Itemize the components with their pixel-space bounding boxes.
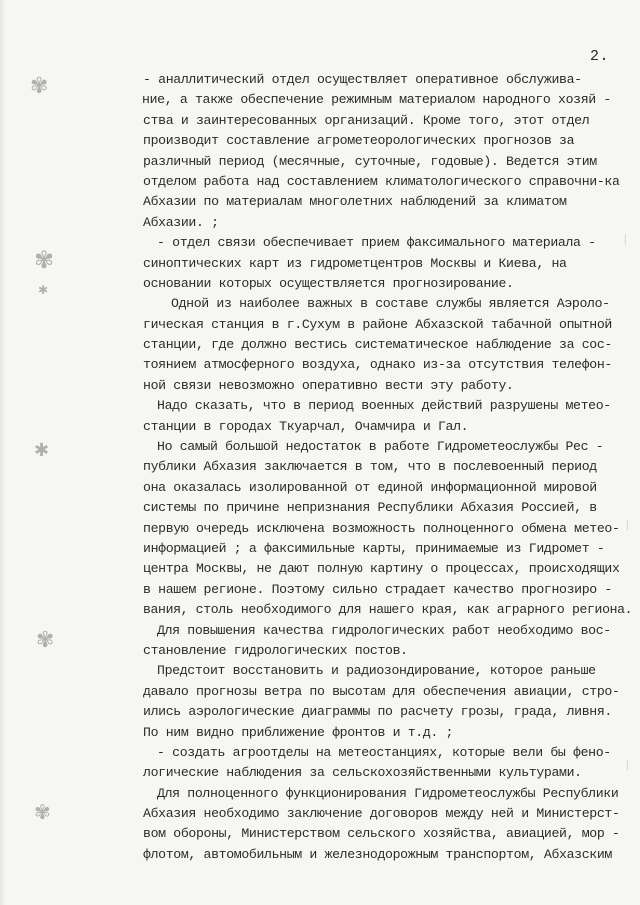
text-line: Предстоит восстановить и радиозондирование, которое раньше bbox=[157, 663, 596, 679]
text-line: гическая станция в г.Сухум в районе Абхазской табачной опытной bbox=[143, 316, 612, 332]
text-line: Для повышения качества гидрологических работ необходимо вос- bbox=[157, 622, 611, 638]
page-number: 2. bbox=[590, 48, 610, 65]
text-line: Надо сказать, что в период военных действий разрушены метео- bbox=[157, 398, 611, 414]
text-line: становление гидрологических постов. bbox=[143, 642, 408, 658]
text-line: - аналлитический отдел осуществляет оперативное обслужива- bbox=[143, 72, 582, 87]
margin-mark: | bbox=[622, 234, 629, 246]
text-line: Для полноценного функционирования Гидрометеослужбы Республики bbox=[157, 785, 619, 801]
binding-mark: ✱ bbox=[38, 283, 49, 297]
text-line: первую очередь исключена возможность полноценного обмена метео- bbox=[143, 520, 620, 536]
text-line: ства и заинтересованных организаций. Кроме того, этот отдел bbox=[143, 112, 590, 128]
text-line: станции, где должно вестись систематическое наблюдение за сос- bbox=[143, 337, 612, 353]
margin-mark: | bbox=[624, 760, 631, 772]
binding-mark: ✾ bbox=[36, 628, 55, 653]
text-line: флотом, автомобильным и железнодорожным транспортом, Абхазским bbox=[143, 846, 612, 862]
text-line: - создать агроотделы на метеостанциях, которые вели бы фено- bbox=[157, 744, 611, 760]
binding-mark: ✱ bbox=[34, 440, 50, 461]
text-line: вания, столь необходимого для нашего края, как аграрного региона. bbox=[143, 602, 633, 618]
text-line: Одной из наиболее важных в составе службы является Аэроло- bbox=[171, 296, 610, 312]
text-line: Абхазии. ; bbox=[143, 214, 219, 230]
scan-edge-shadow bbox=[0, 0, 6, 905]
text-line: информацией ; а факсимильные карты, принимаемые из Гидромет - bbox=[143, 540, 605, 556]
text-line: ились аэрологические диаграммы по расчету грозы, града, ливня. bbox=[143, 704, 612, 720]
text-line: По ним видно приближение фронтов и т.д. ; bbox=[143, 724, 454, 740]
text-line: публики Абхазия заключается в том, что в послевоенный период bbox=[143, 459, 597, 475]
text-line: тоянием атмосферного воздуха, однако из-за отсутствия телефон- bbox=[143, 357, 612, 373]
margin-mark: | bbox=[624, 520, 631, 532]
text-line: отделом работа над составлением климатологического справочни-ка bbox=[143, 173, 620, 189]
text-line: различный период (месячные, суточные, годовые). Ведется этим bbox=[143, 153, 597, 169]
text-line: ной связи невозможно оперативно вести эту работу. bbox=[143, 377, 514, 393]
binding-mark: ✾ bbox=[30, 74, 49, 99]
text-line: синоптических карт из гидрометцентров Москвы и Киева, на bbox=[143, 255, 567, 271]
text-line: производит составление агрометеорологических прогнозов за bbox=[143, 133, 575, 149]
text-line: ние, а также обеспечение режимным материалом народного хозяй - bbox=[142, 92, 611, 108]
body-text bbox=[142, 70, 633, 865]
text-line: системы по причине непризнания Республики Абхазия Россией, в bbox=[143, 500, 597, 516]
text-line: Но самый большой недостаток в работе Гидрометеослужбы Рес - bbox=[157, 439, 604, 455]
text-line: Абхазии по материалам многолетних наблюдений за климатом bbox=[143, 194, 567, 210]
text-line: она оказалась изолированной от единой информационной мировой bbox=[143, 479, 597, 495]
binding-mark: ✾ bbox=[34, 246, 55, 274]
text-line: основании которых осуществляется прогнозирование. bbox=[143, 275, 514, 291]
text-line: в нашем регионе. Поэтому сильно страдает качество прогнозиро - bbox=[143, 581, 612, 597]
text-line: станции в городах Ткуарчал, Очамчира и Гал. bbox=[143, 418, 469, 434]
text-line: Абхазия необходимо заключение договоров между ней и Министерст- bbox=[143, 806, 620, 822]
text-line: логические наблюдения за сельскохозяйственными культурами. bbox=[143, 765, 582, 781]
text-line: - отдел связи обеспечивает прием факсимального материала - bbox=[157, 235, 596, 251]
binding-mark: ✾ bbox=[34, 800, 51, 824]
text-line: центра Москвы, не дают полную картину о процессах, происходящих bbox=[143, 561, 620, 577]
text-line: давало прогнозы ветра по высотам для обеспечения авиации, стро- bbox=[143, 683, 620, 699]
text-line: вом обороны, Министерством сельского хозяйства, авиацией, мор - bbox=[143, 826, 620, 842]
